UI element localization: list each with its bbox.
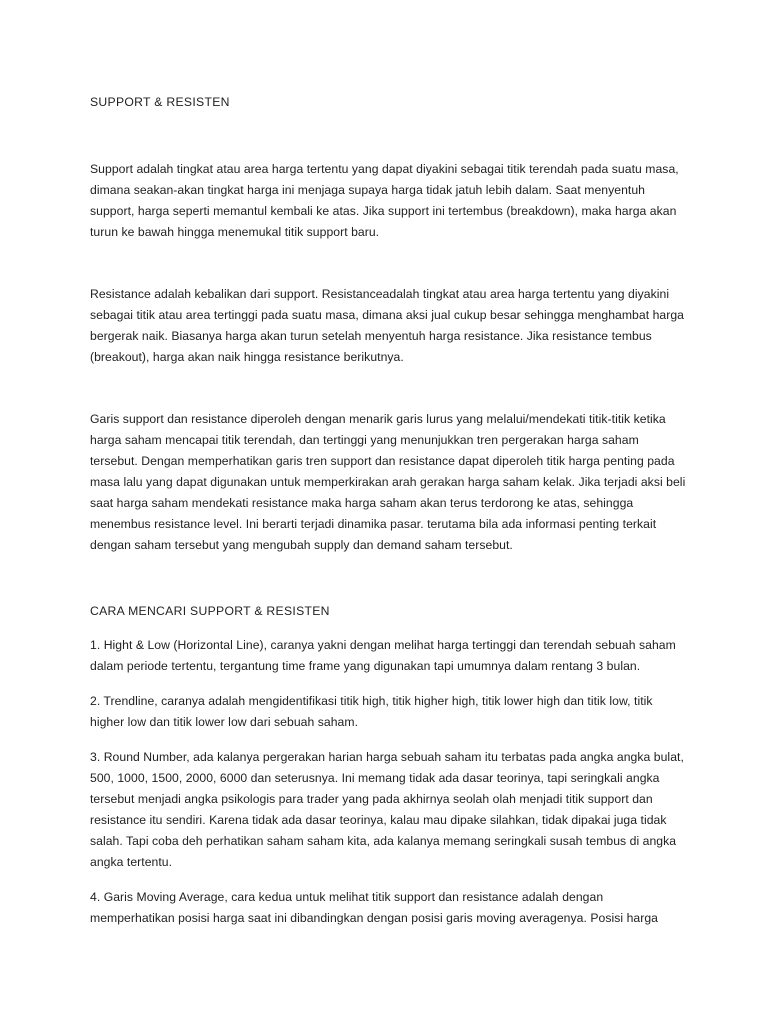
method-item-moving-average: 4. Garis Moving Average, cara kedua untuk melihat titik support dan resistance adalah dengan memperhatikan posisi harga saat ini dibandingkan dengan posisi garis moving averagenya. Posisi harga [90,890,658,925]
section-heading-support-resisten: SUPPORT & RESISTEN [90,95,230,109]
method-item-round-number: 3. Round Number, ada kalanya pergerakan harian harga sebuah saham itu terbatas pada angka angka bulat, 500, 1000, 1500, 2000, 6000 dan seterusnya. Ini memang tidak ada dasar teorinya, tapi seringkali angka tersebut menjadi angka psikologis para trader yang pada akhirnya seolah olah menjadi titik support dan resistance itu sendiri. Karena tidak ada dasar teorinya, kalau mau dipake silahkan, tidak dipakai juga tidak salah. Tapi coba deh perhatikan saham saham kita, ada kalanya memang seringkali susah tembus di angka angka tertentu. [90,750,684,869]
section-heading-cara-mencari: CARA MENCARI SUPPORT & RESISTEN [90,604,330,618]
method-item-high-low: 1. Hight & Low (Horizontal Line), caranya yakni dengan melihat harga tertinggi dan terendah sebuah saham dalam periode tertentu, tergantung time frame yang digunakan tapi umumnya dalam rentang 3 bulan. [90,638,676,673]
paragraph-support: Support adalah tingkat atau area harga tertentu yang dapat diyakini sebagai titik terendah pada suatu masa, dimana seakan-akan tingkat harga ini menjaga supaya harga tidak jatuh lebih dalam. Saat menyentuh support, harga seperti memantul kembali ke atas. Jika support ini tertembus (breakdown), maka harga akan turun ke bawah hingga menemukal titik support baru. [90,162,679,239]
method-item-trendline: 2. Trendline, caranya adalah mengidentifikasi titik high, titik higher high, titik lower high dan titik low, titik higher low dan titik lower low dari sebuah saham. [90,694,653,729]
document-page [90,92,690,929]
paragraph-garis-support: Garis support dan resistance diperoleh dengan menarik garis lurus yang melalui/mendekati titik-titik ketika harga saham mencapai titik terendah, dan tertinggi yang menunjukkan tren pergerakan harga saham tersebut. Dengan memperhatikan garis tren support dan resistance dapat diperoleh titik harga penting pada masa lalu yang dapat digunakan untuk memperkirakan arah gerakan harga saham kelak. Jika terjadi aksi beli saat harga saham mendekati resistance maka harga saham akan terus terdorong ke atas, sehingga menembus resistance level. Ini berarti terjadi dinamika pasar. terutama bila ada informasi penting terkait dengan saham tersebut yang mengubah supply dan demand saham tersebut. [90,412,686,552]
paragraph-resistance: Resistance adalah kebalikan dari support. Resistanceadalah tingkat atau area harga tertentu yang diyakini sebagai titik atau area tertinggi pada suatu masa, dimana aksi jual cukup besar sehingga menghambat harga bergerak naik. Biasanya harga akan turun setelah menyentuh harga resistance. Jika resistance tembus (breakout), harga akan naik hingga resistance berikutnya. [90,287,685,364]
